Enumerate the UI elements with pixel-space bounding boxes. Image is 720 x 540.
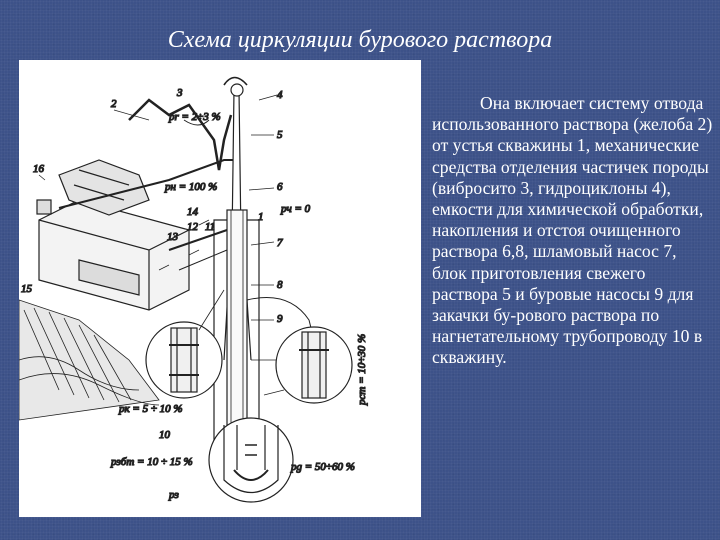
- detail-circle-bottom: [209, 418, 293, 502]
- ref-number: 8: [277, 279, 283, 291]
- diagram-drawing: [19, 60, 421, 517]
- ref-number: 12: [187, 221, 198, 233]
- label-p-ch: pч = 0: [281, 203, 311, 215]
- ref-number: 15: [21, 283, 32, 295]
- drilling-fluid-circulation-diagram: [19, 60, 421, 517]
- ref-number: 7: [277, 237, 283, 249]
- slide-title: Схема циркуляции бурового раствора: [167, 27, 553, 53]
- label-p-g: pg = 50÷60 %: [291, 461, 355, 473]
- ref-number: 6: [277, 181, 283, 193]
- ref-number: 11: [205, 221, 216, 233]
- ref-number: 9: [277, 313, 283, 325]
- ref-number: 10: [159, 429, 170, 441]
- ref-number: 2: [111, 98, 117, 110]
- ref-number: 14: [187, 206, 198, 218]
- ref-number: 1: [258, 211, 264, 223]
- label-p-zbt: pзбт = 10 ÷ 15 %: [111, 456, 193, 468]
- label-p-r: pr = 2÷3 %: [169, 111, 221, 123]
- detail-circle-right: [251, 327, 352, 403]
- label-p-z: pз: [169, 489, 179, 501]
- label-p-st: pст = 10÷30 %: [356, 333, 368, 405]
- slide-body-text: Она включает систему отвода использованного раствора (желоба 2) от устья скважины 1, механические средства отделения частичек породы (вибросито 3, гидроциклоны 4), емкости для химической обработки, накопления и отстоя очищенного раствора 6,8, шламовый насос 7, блок приготовления свежего раствора 5 и буровые насосы 9 для закачки бу-рового раствора по нагнетательному трубопроводу 10 в скважину.: [432, 93, 713, 368]
- ref-number: 13: [167, 231, 178, 243]
- label-p-h: pн = 100 %: [165, 181, 218, 193]
- ref-number: 16: [33, 163, 44, 175]
- label-p-k: pк = 5 ÷ 10 %: [119, 403, 183, 415]
- ref-number: 5: [277, 129, 283, 141]
- ref-number: 4: [277, 89, 283, 101]
- ground-hatching: [19, 300, 159, 420]
- ref-number: 3: [177, 87, 183, 99]
